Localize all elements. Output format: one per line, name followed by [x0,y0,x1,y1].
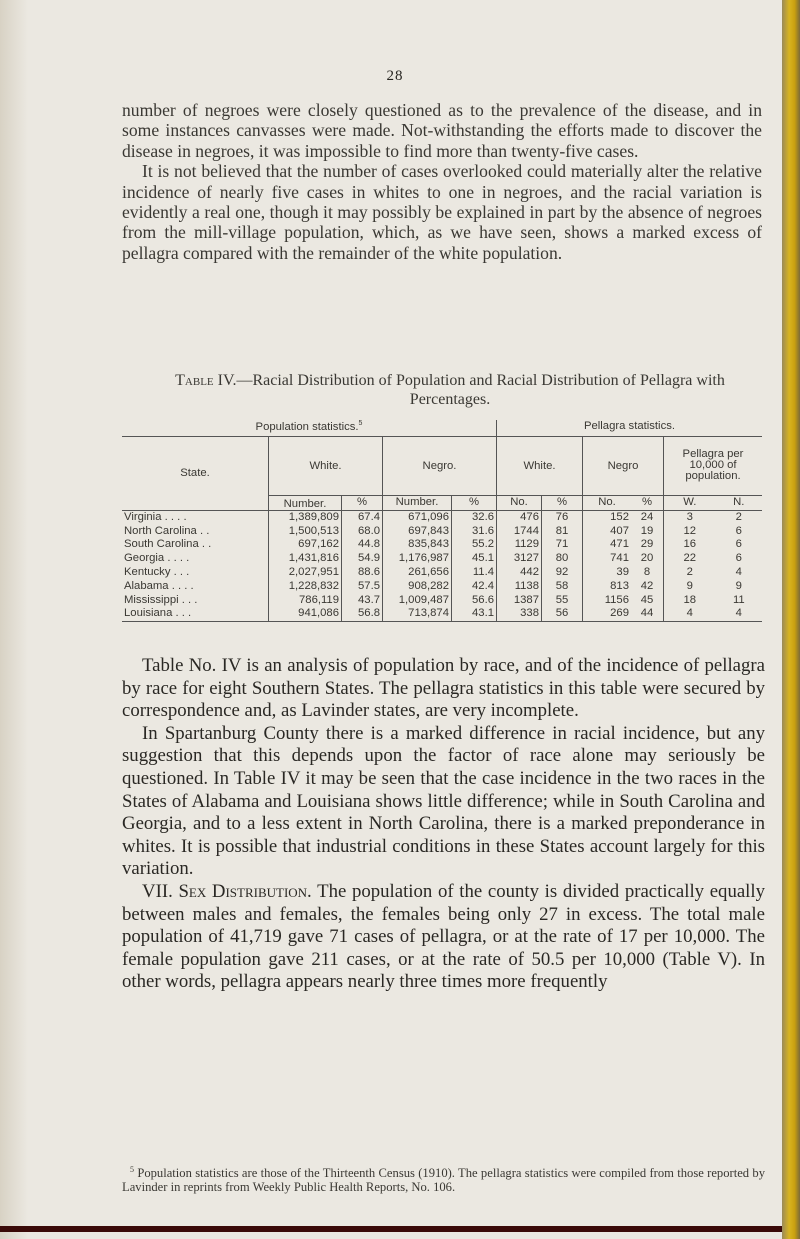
col-per-10000: Pellagra per 10,000 of population. [664,436,763,495]
table-cell: 9 [686,579,693,592]
table-cell: 56.6 [472,593,494,606]
table-cell: 1138 [514,579,539,592]
sub-w: W. [664,495,716,510]
intro-text [122,100,762,263]
table-cell: 54.9 [358,552,380,565]
table-cell: 68.0 [358,524,380,537]
table-cell: 80 [555,552,569,565]
pel-white-pct-column [542,510,583,621]
sub-no: No. [497,495,542,510]
table-iv [122,420,800,622]
table-cell: 24 [640,510,654,523]
table-cell: 57.5 [358,579,380,592]
col-white: White. [269,436,383,495]
body-paragraph: Table No. IV is an analysis of population by race, and of the incidence of pellagra by race for eight Southern States. The pellagra statistics in this table were secured by correspondence and, as Lavinder states, are very incomplete. [122,655,765,722]
table-cell: 269 [610,607,629,620]
table-cell: 55 [555,593,569,606]
table-cell: 713,874 [408,607,449,620]
table-cell-state: South Carolina . . [124,538,212,551]
table-label: Table IV. [175,372,237,389]
table-cell: 9 [735,579,742,592]
white-number-column [269,510,342,621]
sub-no: No. [583,495,632,510]
page-left-edge [0,0,28,1239]
sub-pct: % [452,495,497,510]
table-cell: 1,431,816 [288,552,339,565]
sub-number: Number. [383,495,452,510]
bottom-rule [0,1226,782,1232]
table-cell: 11.4 [472,565,494,578]
table-cell: 6 [735,538,742,551]
table-cell: 941,086 [298,607,339,620]
table-cell: 76 [555,510,569,523]
group-header-population: Population statistics.$^5$ [122,420,497,436]
table-cell: 81 [555,524,569,537]
col-pellagra-negro: Negro [583,436,664,495]
group-header-pellagra: Pellagra statistics. [497,420,763,436]
table-cell: 42 [640,579,654,592]
rate-negro-column [716,510,762,621]
table-cell: 1,176,987 [398,552,449,565]
footnote [122,1163,765,1194]
table-cell: 2,027,951 [288,565,339,578]
sub-number: Number. [269,495,342,510]
table-cell: 1,009,487 [398,593,449,606]
section-heading: Sex Distribution. [178,880,312,902]
intro-paragraph: It is not believed that the number of cases overlooked could materially alter the relative incidence of nearly five cases in whites to one in negroes, and the racial variation is evidently a real one, though it may possibly be explained in part by the absence of negroes from the mill-village population, which, as we have seen, shows a marked excess of pellagra compared with the remainder of the white population. [122,161,762,263]
page-number: 28 [386,68,404,84]
table-cell: 6 [735,552,742,565]
table-cell: 4 [735,565,742,578]
table-cell: 471 [610,538,629,551]
body-paragraph: In Spartanburg County there is a marked difference in racial incidence, but any suggestion that this depends upon the factor of race alone may seriously be questioned. In Table IV it may be seen that the case incidence in the two races in the States of Alabama and Louisiana shows little difference; while in South Carolina and Georgia, and to a less extent in North Carolina, there is a marked preponderance in whites. It is possible that industrial conditions in these States account largely for this variation. [122,722,765,880]
table-caption [140,371,760,409]
table-cell: 45.1 [472,552,494,565]
table-cell: 16 [683,538,697,551]
table-cell: 8 [643,565,651,578]
table-cell: 1,500,513 [288,524,339,537]
table-cell: 44.8 [358,538,380,551]
table-cell: 338 [520,607,539,620]
pel-white-no-column [497,510,542,621]
table-cell: 813 [610,579,629,592]
table-cell: 45 [640,593,654,606]
footnote-marker: 5 [130,1165,134,1174]
col-pellagra-white: White. [497,436,583,495]
table-cell: 56.8 [358,607,380,620]
table-cell: 786,119 [299,593,339,606]
table-cell: 42.4 [472,579,494,592]
table-cell: 476 [520,510,539,523]
table-cell: 56 [555,607,569,620]
table-cell: 88.6 [358,565,380,578]
table-cell: 1744 [513,524,539,537]
table-cell: 1156 [604,593,629,606]
table-cell: 32.6 [472,510,494,523]
table-cell: 3127 [513,552,539,565]
table-cell: 1,228,832 [288,579,339,592]
table-cell: 11 [732,593,745,606]
table-cell: 71 [555,538,569,551]
col-negro: Negro. [383,436,497,495]
table-cell: 4 [686,607,693,620]
table-cell: 741 [610,552,629,565]
table-cell: 2 [735,510,742,523]
table-cell: 835,843 [408,538,449,551]
rate-white-column [664,510,716,621]
footnote-text: Population statistics are those of the Thirteenth Census (1910). The pellagra statistics were compiled from those reported by Lavinder in reprints from Weekly Public Health Reports, No. 106. [122,1166,766,1194]
table-cell: 1129 [514,538,539,551]
table-cell: 43.7 [358,593,380,606]
table-cell: 39 [616,565,629,578]
table-cell: 18 [683,593,697,606]
negro-number-column [383,510,452,621]
table-cell: 20 [640,552,654,565]
table-cell: 29 [640,538,654,551]
table-cell: 697,162 [298,538,339,551]
table-cell-state: Mississippi . . . [124,593,198,606]
sub-pct: % [342,495,383,510]
table-cell: 67.4 [358,510,380,523]
table-cell: 671,096 [408,510,449,523]
table-cell-state: Louisiana . . . [124,607,192,620]
table-cell: 44 [640,607,654,620]
sub-pct: % [641,495,653,508]
table-cell: 4 [735,607,742,620]
table-cell: 442 [520,565,539,578]
table-cell-state: Kentucky . . . [124,565,190,578]
table-cell: 407 [610,524,629,537]
table-cell: 1387 [513,593,539,606]
state-column [122,510,269,621]
table-cell: 261,656 [408,565,449,578]
section-paragraph [122,881,765,994]
pel-negro-pct-column [631,510,664,621]
table-cell: 92 [555,565,569,578]
table-cell: 19 [640,524,654,537]
table-cell: 6 [735,524,742,537]
sub-n: N. [733,495,745,508]
intro-paragraph: number of negroes were closely questioned as to the prevalence of the disease, and in some instances canvasses were made. Not-withstanding the efforts made to discover the disease in negroes, it was impossible to find more than twenty-five cases. [122,100,762,161]
table-cell-state: Georgia . . . . [124,552,190,565]
section-number: VII. [142,880,173,902]
table-cell: 3 [686,510,693,523]
pel-negro-no-column [583,510,632,621]
table-cell: 697,843 [408,524,449,537]
table-cell: 43.1 [472,607,494,620]
table-cell-state: Virginia . . . . [124,510,187,523]
negro-pct-column [452,510,497,621]
table-cell: 908,282 [408,579,449,592]
table-cell-state: Alabama . . . . [124,579,194,592]
table-cell: 55.2 [472,538,494,551]
table-cell: 152 [610,510,629,523]
table-cell: 31.6 [472,524,494,537]
table-cell-state: North Carolina . . [124,524,210,537]
table-cell: 2 [686,565,693,578]
sub-pct: % [542,495,583,510]
col-state: State. [180,467,210,480]
body-text [122,655,765,994]
table-cell: 12 [683,524,697,537]
table-cell: 22 [683,552,697,565]
section-text: The population of the county is divided practically equally between males and females, the females being only 27 in excess. The total male population of 41,719 gave 71 cases of pellagra, or at the rate of 17 per 10,000. The female population gave 211 cases, or at the rate of 50.5 per 10,000 (Table V). In other words, pellagra appears nearly three times more frequently [122,880,766,993]
table-caption-text: —Racial Distribution of Population and Racial Distribution of Pellagra with Percentages. [236,372,725,408]
table-cell: 58 [555,579,569,592]
white-pct-column [342,510,383,621]
table-cell: 1,389,809 [288,510,339,523]
